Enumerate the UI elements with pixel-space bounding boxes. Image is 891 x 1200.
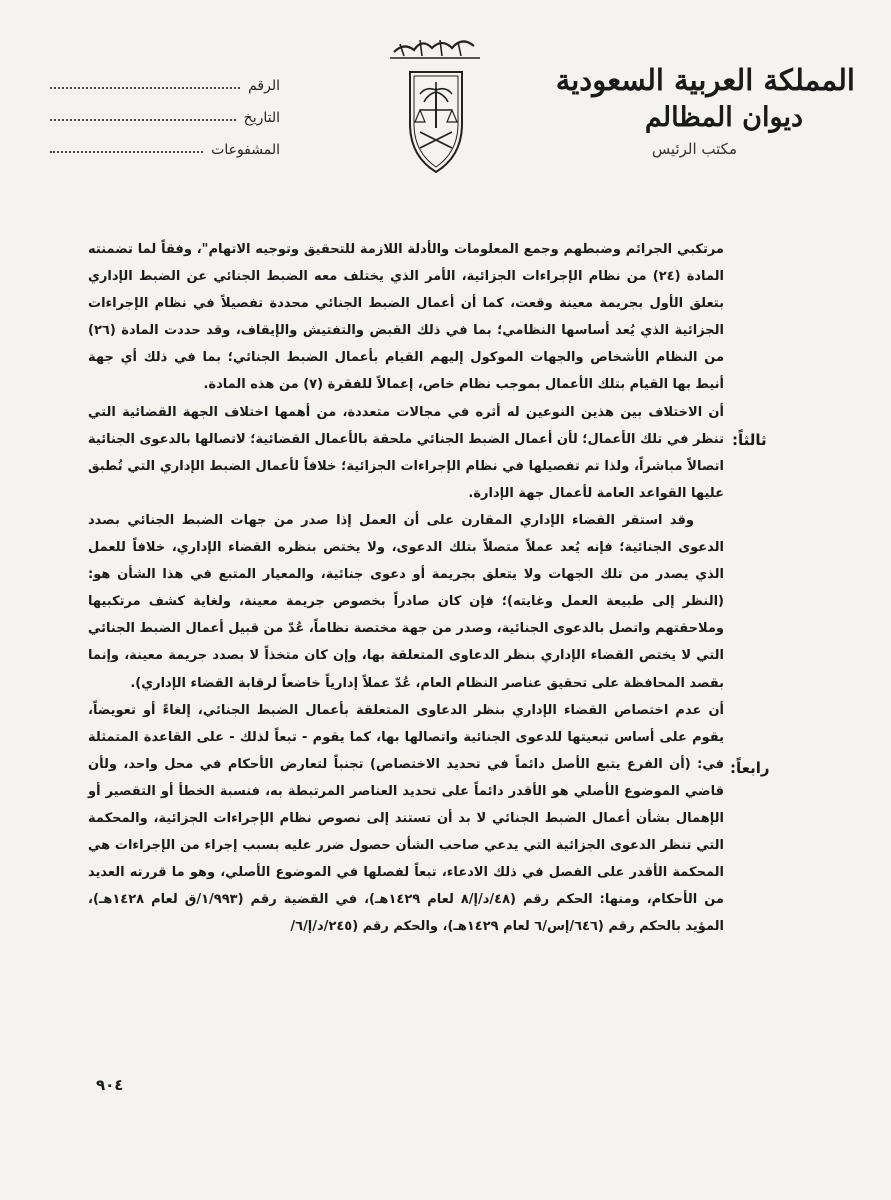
paragraph-1: مرتكبي الجرائم وضبطهم وجمع المعلومات والأدلة اللازمة للتحقيق وتوجيه الاتهام"، وفقاً لما تضمنته المادة (٢٤) من نظام الإجراءات الجزائية، الأمر الذي يختلف معه الضبط الجنائي عن الضبط الإداري بتعلق الأول بجريمة معينة وقعت، كما أن أعمال الضبط الجنائي محددة تفصيلاً في نظام الإجراءات الجزائية الذي يُعد أساسها النظامي؛ بما في ذلك القبض والتفتيش والإيقاف، وقد حددت المادة (٢٦) من النظام الأشخاص والجهات الموكول إليهم القيام بأعمال الضبط الجنائي؛ بما في ذلك أي جهة أنيط بها القيام بتلك الأعمال بموجب نظام خاص، إعمالاً للفقرة (٧) من هذه المادة. [88,242,724,393]
office-name: مكتب الرئيس [651,140,737,158]
kingdom-name: المملكة العربية السعودية [555,63,855,97]
date-label: التاريخ [243,110,280,126]
page-number: ٩٠٤ [96,1076,124,1094]
fourth-marker: رابعاً: [730,759,770,777]
letterhead-issuer [555,60,855,162]
number-label: الرقم [248,78,280,94]
diwan-name: ديوان المظالم [644,102,803,133]
date-dotted-line [50,119,236,121]
attachments-dotted-line [50,151,203,153]
emblem-icon [380,28,490,188]
attachments-field [50,126,280,158]
date-field [50,94,280,126]
paragraph-3: وقد استقر القضاء الإداري المقارن على أن العمل إذا صدر من جهات الضبط الجنائي بصدد الدعوى الجنائية؛ فإنه يُعد عملاً متصلاً بتلك الدعوى، ولا يختص بنظره القضاء الإداري، خلافاً للعمل الذي يصدر من تلك الجهات ولا يتعلق بجريمة أو دعوى جنائية، والمعيار المتبع في هذا الشأن هو: (النظر إلى طبيعة العمل وغايته)؛ فإن كان صادراً بخصوص جريمة معينة، ولغاية كشف مرتكبيها وملاحقتهم واتصل بالدعوى الجنائية، وصدر من جهة مختصة نظاماً، عُدّ من قبيل أعمال الضبط الجنائي التي لا يختص القضاء الإداري بنظر الدعاوى المتعلقة بها، وإن كان متخذاً لا بصدد جريمة معينة، وإنما بقصد المحافظة على تحقيق عناصر النظام العام، عُدّ عملاً إدارياً خاضعاً لرقابة القضاء الإداري). [88,512,724,691]
paragraph-2: أن الاختلاف بين هذين النوعين له أثره في مجالات متعددة، من أهمها اختلاف الجهة القضائية التي تنظر في تلك الأعمال؛ لأن أعمال الضبط الجنائي ملحقة بالأعمال القضائية؛ لاتصالها بالدعوى الجنائية اتصالاً مباشراً، ولذا تم تفصيلها في نظام الإجراءات الجزائية؛ خلافاً لأعمال الضبط الإداري التي تُطبق عليها القواعد العامة لأعمال جهة الإدارة. [88,404,724,501]
board-of-grievances-emblem [380,28,490,188]
document-body [88,236,724,940]
number-field [50,62,280,94]
reference-fields [50,62,280,158]
paragraph-4: أن عدم اختصاص القضاء الإداري بنظر الدعاوى المتعلقة بأعمال الضبط الجنائي، إلغاءً أو تعويضاً، يقوم على أساس تبعيتها للدعوى الجنائية واتصالها بها، كما يقوم - تبعاً لذلك - على القاعدة المتمثلة في: (أن الفرع يتبع الأصل دائماً في تحديد الاختصاص) تجنباً لتعارض الأحكام في محل واحد، ولأن قاضي الموضوع الأصلي هو الأقدر دائماً على تحديد العناصر المرتبطة به، فنسبة الخطأ أو التقصير أو الإهمال بشأن أعمال الضبط الجنائي لا بد أن تستند إلى نصوص نظام الإجراءات الجزائية، والمحكمة التي تنظر الدعوى الجزائية التي يدعي صاحب الشأن حصول ضرر عليه بسبب إجراء من الإجراءات هي المحكمة الأقدر على الفصل في ذلك الادعاء، تبعاً لفصلها في الموضوع الأصلي، وهو ما قررته العديد من الأحكام، ومنها: الحكم رقم (٤٨/د/إ/٨ لعام ١٤٢٩هـ)، في القضية رقم (١/٩٩٣/ق لعام ١٤٢٨هـ)، المؤيد بالحكم رقم (٦٤٦/إس/٦ لعام ١٤٢٩هـ)، والحكم رقم (٢٤٥/د/إ/٦/ [88,702,724,935]
attachments-label: المشفوعات [211,142,280,158]
third-marker: ثالثاً: [732,431,767,449]
number-dotted-line [50,87,240,89]
